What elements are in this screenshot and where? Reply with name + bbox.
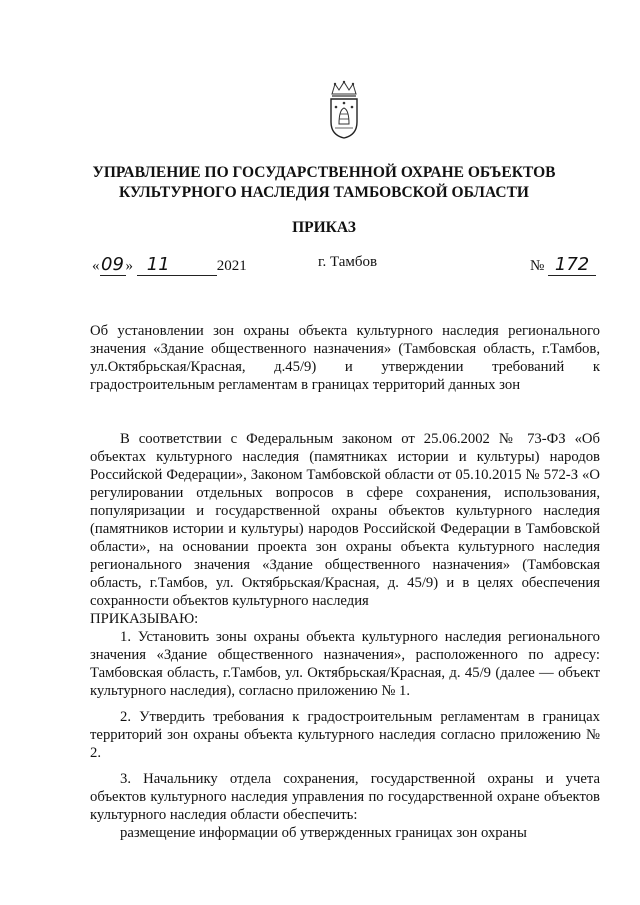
coat-of-arms-icon [326,80,362,140]
order-item-1: 1. Установить зоны охраны объекта культурного наследия регионального значения «Здание общественного назначения», расположенного по адресу: Тамбовская область, г.Тамбов, ул. Октябрьская/Красная, д. 45/9 (далее — объект культурного наследия), согласно приложению № 1. [90,629,600,699]
order-number-prefix: № [530,258,545,274]
document-title: ПРИКАЗ [292,219,356,236]
organization-header [60,163,588,203]
order-word: ПРИКАЗЫВАЮ: [90,611,199,627]
order-item-3: 3. Начальнику отдела сохранения, государственной охраны и учета объектов культурного наследия управления по государственной охране объектов культурного наследия области обеспечить: [90,771,600,823]
order-item-3-sub: размещение информации об утвержденных границах зон охраны [120,825,527,841]
date-year: 2021 [216,258,247,274]
order-subject: Об установлении зон охраны объекта культурного наследия регионального значения «Здание общественного назначения» (Тамбовская область, г.Тамбов, ул.Октябрьская/Красная, д.45/9) и утверждении требований к градостроительным регламентам в границах территорий данных зон [90,323,600,393]
organization-line-1: УПРАВЛЕНИЕ ПО ГОСУДАРСТВЕННОЙ ОХРАНЕ ОБЪЕКТОВ [92,164,556,181]
order-body [90,430,600,842]
date-month: 11 [137,254,217,276]
order-number-value: 172 [548,254,596,276]
city: г. Тамбов [318,254,378,270]
organization-line-2: КУЛЬТУРНОГО НАСЛЕДИЯ ТАМБОВСКОЙ ОБЛАСТИ [119,184,529,201]
order-number [530,254,596,276]
order-date: «09 » 11 2021 [92,254,247,275]
preamble-paragraph: В соответствии с Федеральным законом от 25.06.2002 № 73-ФЗ «Об объектах культурного наследия (памятниках истории и культуры) народов Российской Федерации», Законом Тамбовской области от 05.10.2015 № 572-З «О регулировании отдельных вопросов в сфере сохранения, использования, популяризации и государственной охраны объектов культурного наследия (памятников истории и культуры) народов Российской Федерации в Тамбовской области», на основании проекта зон охраны объекта культурного наследия регионального значения «Здание общественного назначения» (Тамбовская область, г.Тамбов, ул. Октябрьская/Красная, д. 45/9) и в целях обеспечения сохранности объектов культурного наследия [90,431,600,609]
date-day: 09 [101,254,124,275]
order-item-2: 2. Утвердить требования к градостроительным регламентам в границах территорий зон охраны объекта культурного наследия согласно приложению № 2. [90,709,600,761]
